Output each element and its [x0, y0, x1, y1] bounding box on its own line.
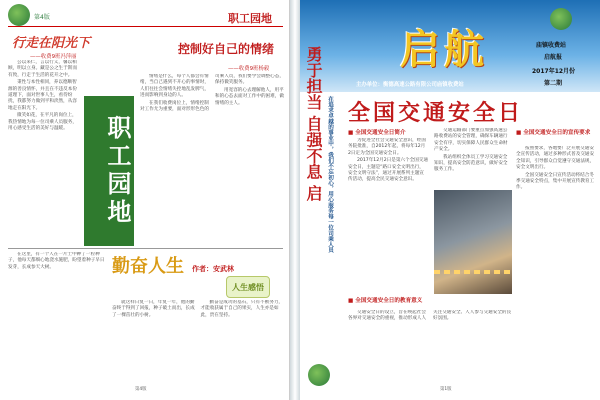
masthead-logo-icon [550, 8, 572, 30]
sec3-para-2: 全国交通安全日宣传活动将结合冬季交通安全特点，集中开展宣传教育工作。 [516, 172, 595, 191]
article3-badge: 人生感悟 [226, 276, 270, 298]
sec2-para-1: 交通安全日的设立，旨在唤起社会各界对交通安全的重视，推动形成人人关注交通安全、人人参与交通安全的良好氛围。 [348, 310, 512, 322]
article3-body-2 [112, 300, 284, 380]
article1-para-3: 微笑如花，在平凡的岗位上，我热情地为每一位司乘人员服务，用心感受生活的美好与温暖。 [8, 113, 77, 132]
sec2-head: ■ 全国交通安全日的教育意义 [348, 298, 423, 304]
sec2-body [348, 310, 512, 380]
article3-para-2: 就这样日复一日，年复一年，他的勤奋终于得到了回报，种子破土而出，长成了一棵茁壮的小树。 [112, 300, 195, 318]
left-column-name: 职工园地 [228, 12, 272, 25]
left-page [0, 0, 290, 400]
page-spine [290, 0, 300, 400]
column-banner: 职工园地 [84, 96, 134, 246]
mid-para-2: 我站组织全体员工学习交通安全知识，提高安全防范意识，做好安全服务工作。 [434, 154, 508, 173]
left-footer: 第4版 [135, 387, 147, 392]
article1-body [8, 60, 78, 246]
article3-para-1: 在这里，有一个人在一片土中种了一粒种子，他每天都细心地浇水施肥，盼望着种子早日发芽，长成参天大树。 [8, 252, 105, 270]
headline: 全国交通安全日 [348, 101, 524, 126]
masthead-title: 启航 [400, 27, 488, 73]
footer-logo-icon [308, 364, 330, 386]
article3-para-3: 勤奋是成功的基石，只有不断努力，才能收获属于自己的果实，人生亦是如此，贵在坚持。 [200, 300, 284, 318]
article2-para-1: 情绪是什么，每个人都会有情绪，当自己遇到不开心的事情时，人们往往会情绪失控地乱发脾气，进而影响到身边的人。 [140, 74, 209, 99]
sec1-para-1: 为促进全社会交通安全意识，经国务院批准，自2012年起，将每年12月2日定为全国交通安全日。 [348, 138, 426, 156]
article3-title: 勤奋人生 [112, 256, 184, 277]
vertical-slogan: 勇于担当 自强不息 启 [304, 46, 323, 202]
mid-para-1: 交通运输部门要重点加强高速公路收费站的安全管理，确保车辆通行安全有序，切实保障人民群众生命财产安全。 [434, 128, 508, 153]
article3-body [8, 252, 108, 380]
vertical-sub: 在追求卓越的事业中，我们不忘初心，用心服务每一位司乘人员 [327, 96, 333, 253]
middle-column [434, 128, 510, 188]
right-footer: 第1版 [440, 387, 452, 392]
right-page [300, 0, 600, 400]
article2-byline: ——收费9班杨毅 [228, 66, 270, 72]
article1-byline: ——收费9班冯萍丽 [30, 54, 77, 60]
station-logo-icon [8, 4, 30, 26]
toll-station-photo [434, 190, 512, 294]
sec1-head: ■ 全国交通安全日简介 [348, 130, 406, 136]
article1-para-2: 秉性与本性相同，养以德顺智源的善良情怀，并且在不违反本份道理下，面对世事人生，看待纷扰，我都努力做到平和淡然，从容地走在阳光下。 [8, 80, 77, 111]
photo-lights [434, 270, 512, 274]
left-header-rule [8, 26, 283, 27]
masthead-issue: 第二期 [544, 80, 563, 87]
masthead-date: 2017年12月份 [532, 68, 576, 75]
masthead-paper: 启航报 [544, 54, 563, 61]
sec1-para-2: 2017年12月2日是第六个全国交通安全日，主题是“路口安全文明出行，安全文明守法”，通过开展系列主题宣传活动，提高全民交通安全意识。 [348, 158, 428, 183]
article2-para-3: 用宽容的心去理解他人，用平和的心态去面对工作中的困难，做情绪的主人。 [215, 87, 284, 106]
article3-author: 作者：安武林 [192, 265, 234, 273]
sec3-para-1: 按照要求，各地要广泛开展交通安全宣传活动，通过多种形式普及交通安全知识，引导群众自觉遵守交通法规，安全文明出行。 [516, 146, 595, 171]
left-section-tag: 第4版 [34, 14, 50, 21]
article2-body [140, 74, 285, 246]
sec3-body [516, 146, 596, 386]
article1-para-1: 公以来仁，言以行义，馨以相顾，明以立身。藏是公之生于斯而有致，行走于生活的花开之中。 [8, 60, 77, 78]
article1-title: 行走在阳光下 [12, 36, 91, 51]
article2-para-2: 在我们收费岗位上，情绪控制对工作尤为重要，面对形形色色的司乘人员，我们要学会调整心态，保持微笑服务。 [140, 74, 284, 113]
sec3-head: ■ 全国交通安全日的宣传要求 [516, 130, 591, 136]
sec1-body [348, 138, 428, 288]
left-mid-rule [8, 248, 283, 249]
article2-title: 控制好自己的情绪 [178, 42, 275, 56]
masthead-publisher: 庙镇收费站 [536, 42, 567, 49]
masthead-host: 主办单位：衡德高速公路有限公司庙镇收费站 [356, 82, 464, 88]
